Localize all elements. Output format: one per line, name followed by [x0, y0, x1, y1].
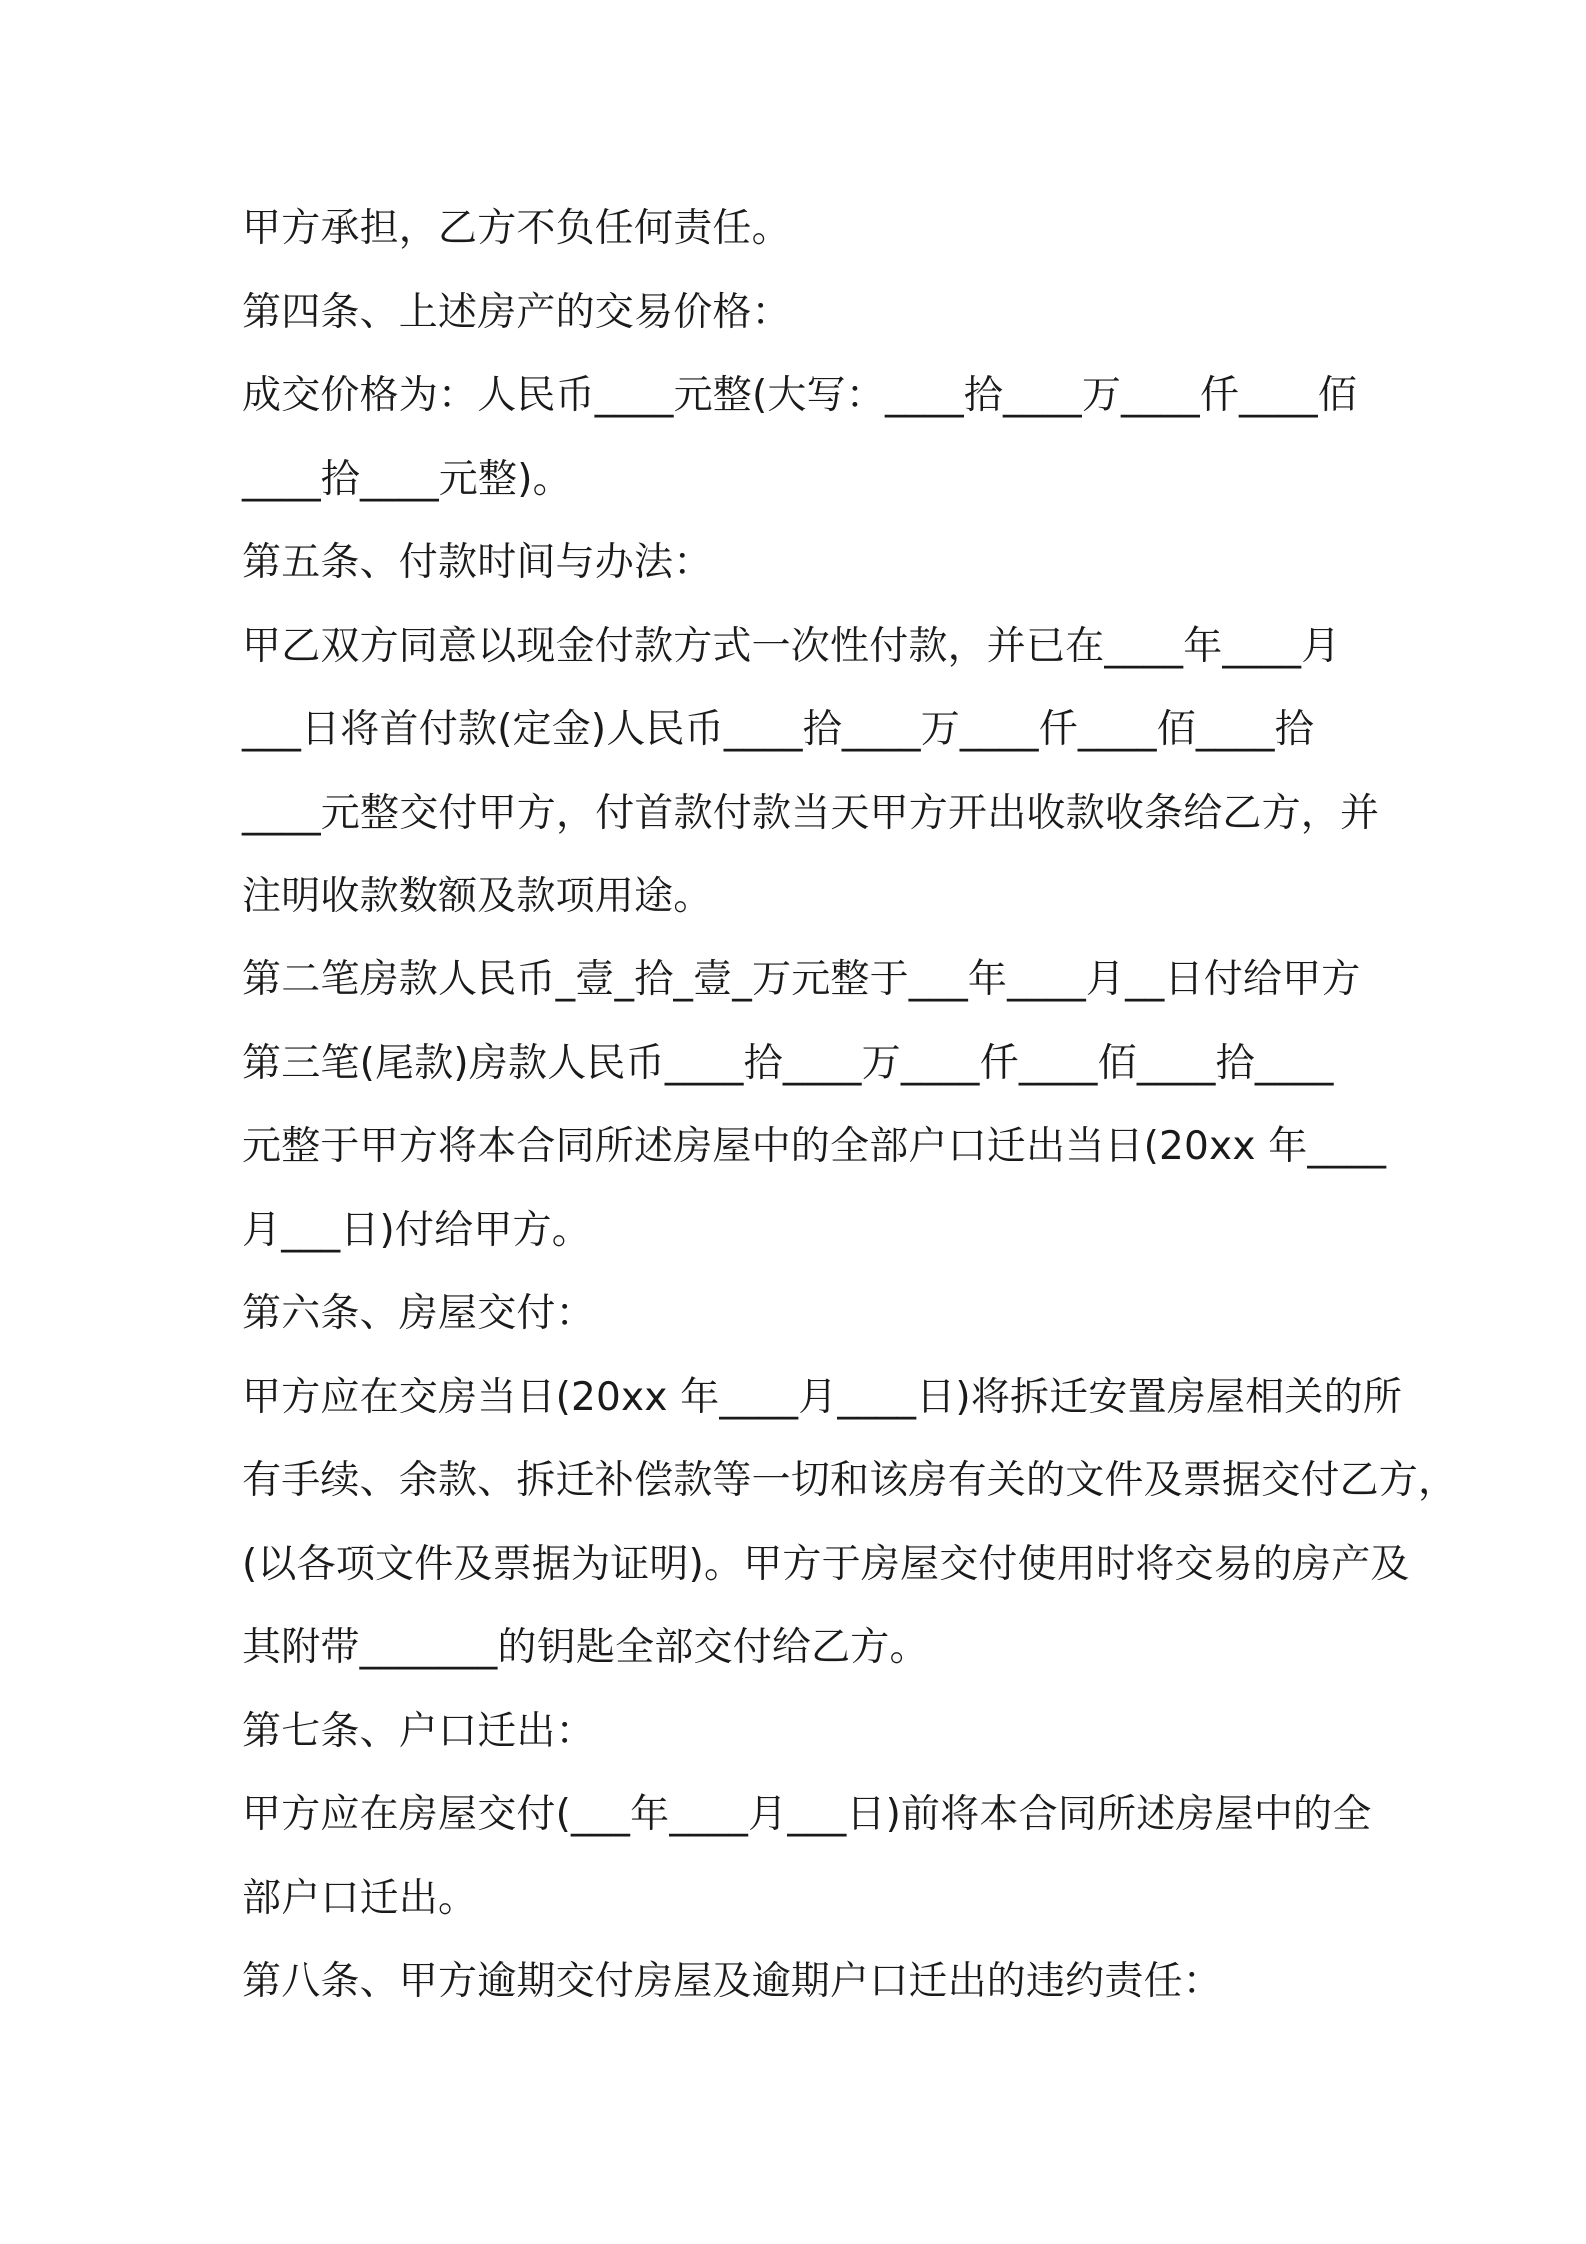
text-line: 甲方应在房屋交付(___年____月___日)前将本合同所述房屋中的全: [242, 1792, 1372, 1837]
section-heading: 第四条、上述房产的交易价格：: [242, 290, 791, 335]
text-line: 甲乙双方同意以现金付款方式一次性付款，并已在____年____月: [242, 624, 1341, 669]
section-heading: 第六条、房屋交付：: [242, 1291, 595, 1336]
text-line: ____拾____元整)。: [242, 457, 572, 502]
text-line: 部户口迁出。: [242, 1876, 478, 1921]
text-line: 有手续、余款、拆迁补偿款等一切和该房有关的文件及票据交付乙方，: [242, 1458, 1458, 1503]
text-line: 成交价格为：人民币____元整(大写：____拾____万____仟____佰: [242, 373, 1358, 418]
text-line: 第三笔(尾款)房款人民币____拾____万____仟____佰____拾____: [242, 1041, 1334, 1086]
text-line: 甲方承担，乙方不负任何责任。: [242, 206, 791, 251]
section-heading: 第七条、户口迁出：: [242, 1709, 595, 1754]
text-line: 其附带_______的钥匙全部交付给乙方。: [242, 1625, 929, 1670]
text-line: 第二笔房款人民币_壹_拾_壹_万元整于___年____月__日付给甲方: [242, 957, 1361, 1002]
text-line: 甲方应在交房当日(20xx 年____月____日)将拆迁安置房屋相关的所: [242, 1375, 1403, 1420]
section-heading: 第五条、付款时间与办法：: [242, 540, 713, 585]
text-line: 元整于甲方将本合同所述房屋中的全部户口迁出当日(20xx 年____: [242, 1124, 1387, 1169]
text-line: ____元整交付甲方，付首款付款当天甲方开出收款收条给乙方，并: [242, 791, 1380, 836]
text-line: 月___日)付给甲方。: [242, 1208, 591, 1253]
text-line: (以各项文件及票据为证明)。甲方于房屋交付使用时将交易的房产及: [242, 1542, 1410, 1587]
text-line: ___日将首付款(定金)人民币____拾____万____仟____佰____拾: [242, 707, 1314, 752]
section-heading: 第八条、甲方逾期交付房屋及逾期户口迁出的违约责任：: [242, 1959, 1223, 2004]
text-line: 注明收款数额及款项用途。: [242, 874, 713, 919]
